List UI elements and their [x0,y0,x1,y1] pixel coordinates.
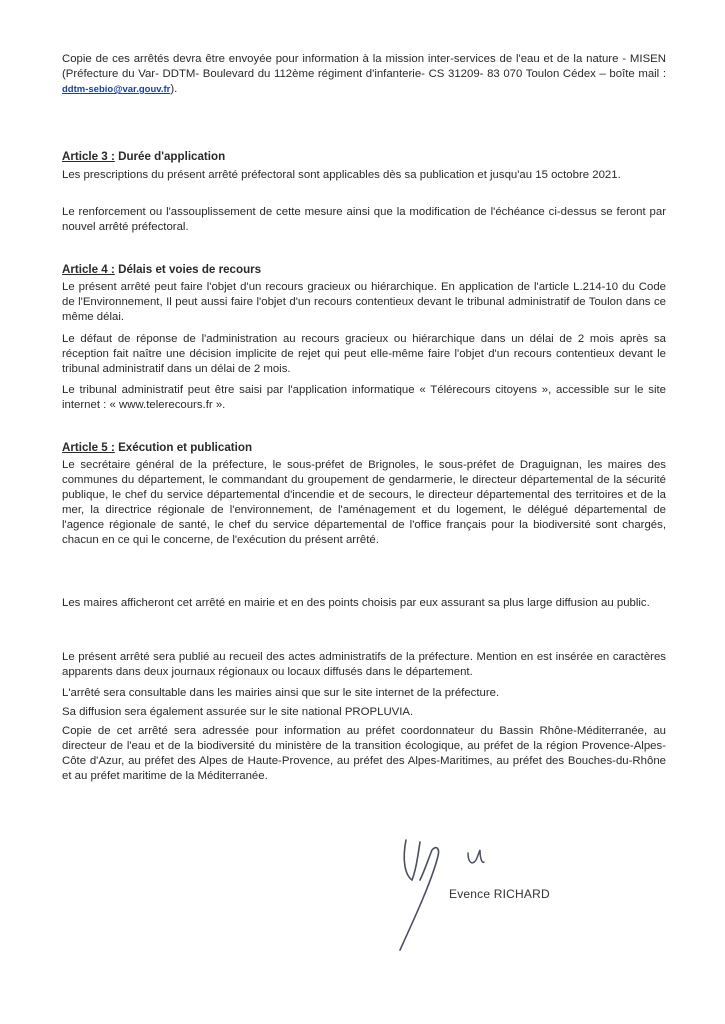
article-4-title: Délais et voies de recours [114,263,262,276]
intro-paragraph [62,52,666,97]
article-3-paragraph-1 [62,168,666,183]
article-5-paragraph-1 [62,458,666,548]
article-3-text-2: Le renforcement ou l'assouplissement de cette mesure ainsi que la modification de l'échéance ci-dessus se feront par nouvel arrêté préfectoral. [62,206,666,233]
article-3-paragraph-2 [62,205,666,235]
article-5-text-4: L'arrêté sera consultable dans les mairies ainsi que sur le site internet de la préfecture. [62,687,500,699]
article-3-title: Durée d'application [114,150,226,163]
article-4-text-2: Le défaut de réponse de l'administration au recours gracieux ou hiérarchique dans un délai de 2 mois après sa réception fait naître une décision implicite de rejet qui peut elle-même faire l'objet d'un recours contentieux devant le tribunal administratif dans un délai de 2 mois. [62,333,666,375]
article-5-text-1: Le secrétaire général de la préfecture, le sous-préfet de Brignoles, le sous-préfet de Draguignan, les maires des communes du département, le commandant du groupement de gendarmerie, le directeur départemental de la sécurité publique, le chef du service départemental d'incendie et de secours, le directeur départemental des territoires et de la mer, la directrice régionale de l'environnement, de l'aménagement et du logement, le délégué départemental de l'agence régionale de santé, le chef du service départemental de l'office français pour la biodiversité sont chargés, chacun en ce qui le concerne, de l'exécution du présent arrêté. [62,459,666,546]
article-5-paragraph-6 [62,724,666,784]
article-4-paragraph-3 [62,383,666,413]
article-3-text-1: Les prescriptions du présent arrêté préfectoral sont applicables dès sa publication et jusqu'au 15 octobre 2021. [62,169,621,181]
email-link[interactable]: ddtm-sebio@var.gouv.fr [62,84,171,95]
article-5-number: Article 5 : [62,441,115,454]
article-5-text-5: Sa diffusion sera également assurée sur le site national PROPLUVIA. [62,706,414,718]
article-4-paragraph-1 [62,280,666,325]
article-5-text-3: Le présent arrêté sera publié au recueil des actes administratifs de la préfecture. Mention en est insérée en caractères apparents dans deux journaux régionaux ou locaux diffusés dans le département. [62,651,666,678]
intro-end: ). [170,83,178,95]
article-4-number: Article 4 : [62,263,115,276]
article-3-number: Article 3 : [62,150,115,163]
article-5-heading [62,440,252,455]
article-5-paragraph-4 [62,686,666,701]
article-4-text-3: Le tribunal administratif peut être saisi par l'application informatique « Télérecours citoyens », accessible sur le site internet : « www.telerecours.fr ». [62,384,666,411]
article-5-paragraph-5 [62,705,666,720]
article-5-text-6: Copie de cet arrêté sera adressée pour information au préfet coordonnateur du Bassin Rhône-Méditerranée, au directeur de l'eau et de la biodiversité du ministère de la transition écologique, au préfet de la région Provence-Alpes-Côte d'Azur, au préfet des Alpes de Haute-Provence, au préfet des Alpes-Maritimes, au préfet des Bouches-du-Rhône et au préfet maritime de la Méditerranée. [62,725,666,782]
article-5-paragraph-3 [62,650,666,680]
article-5-title: Exécution et publication [114,441,253,454]
article-4-paragraph-2 [62,332,666,377]
intro-text: Copie de ces arrêtés devra être envoyée pour information à la mission inter-services de l'eau et de la nature - MISEN (Préfecture du Var- DDTM- Boulevard du 112ème régiment d'infanterie- CS 31209- 83 070 Toulon Cédex – boîte mail : [62,53,666,80]
article-5-text-2: Les maires afficheront cet arrêté en mairie et en des points choisis par eux assurant sa plus large diffusion au public. [62,597,650,609]
signatory-name: Evence RICHARD [449,887,550,901]
article-4-heading [62,262,261,277]
article-4-text-1: Le présent arrêté peut faire l'objet d'un recours gracieux ou hiérarchique. En application de l'article L.214-10 du Code de l'Environnement, Il peut aussi faire l'objet d'un recours contentieux devant le tribunal administratif de Toulon dans ce même délai. [62,281,666,323]
article-5-paragraph-2 [62,596,666,611]
article-3-heading [62,149,225,164]
